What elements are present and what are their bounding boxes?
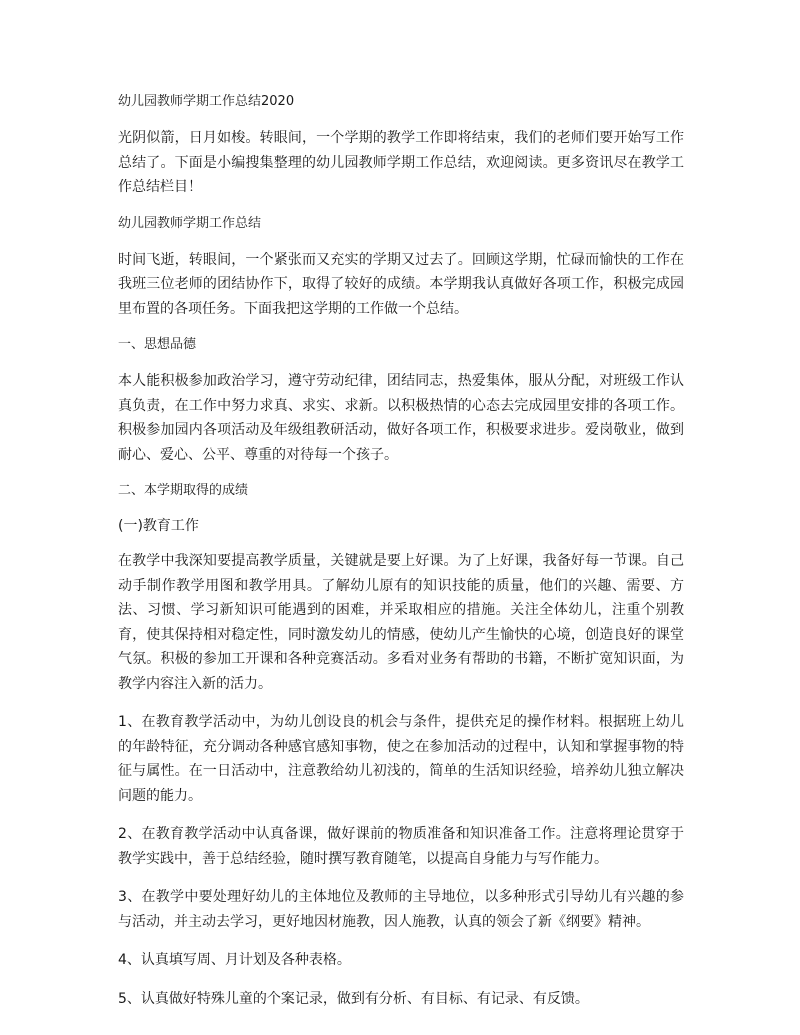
opening-paragraph: 时间飞逝，转眼间，一个紧张而又充实的学期又过去了。回顾这学期，忙碌而愉快的工作在我班三位老师的团结协作下，取得了较好的成绩。本学期我认真做好各项工作，积极完成园里布置的各项任务。下面我把这学期的工作做一个总结。 — [118, 251, 684, 317]
list-item: 4、认真填写周、月计划及各种表格。 — [118, 952, 351, 968]
intro-paragraph: 光阴似箭，日月如梭。转眼间，一个学期的教学工作即将结束，我们的老师们要开始写工作总结了。下面是小编搜集整理的幼儿园教师学期工作总结，欢迎阅读。更多资讯尽在教学工作总结栏目！ — [118, 130, 684, 195]
section-heading-ideology: 一、思想品德 — [118, 337, 197, 352]
list-item: 2、在教育教学活动中认真备课，做好课前的物质准备和知识准备工作。注意将理论贯穿于教学实践中，善于总结经验，随时撰写教育随笔，以提高自身能力与写作能力。 — [118, 826, 684, 867]
section-heading-achievements: 二、本学期取得的成绩 — [118, 483, 249, 498]
ideology-paragraph: 本人能积极参加政治学习，遵守劳动纪律，团结同志，热爱集体，服从分配，对班级工作认真负责，在工作中努力求真、求实、求新。以积极热情的心态去完成园里安排的各项工作。积极参加园内各项活动及年级组教研活动，做好各项工作，积极要求进步。爱岗敬业，做到耐心、爱心、公平、尊重的对待每一个孩子。 — [118, 373, 684, 463]
document-page — [118, 92, 684, 1025]
document-title: 幼儿园教师学期工作总结2020 — [118, 94, 295, 109]
education-paragraph: 在教学中我深知要提高教学质量，关键就是要上好课。为了上好课，我备好每一节课。自己动手制作教学用图和教学用具。了解幼儿原有的知识技能的质量，他们的兴趣、需要、方法、习惯、学习新知识可能遇到的困难，并采取相应的措施。关注全体幼儿，注重个别教育，使其保持相对稳定性，同时激发幼儿的情感，使幼儿产生愉快的心境，创造良好的课堂气氛。积极的参加工开课和各种竞赛活动。多看对业务有帮助的书籍，不断扩宽知识面，为教学内容注入新的活力。 — [118, 553, 684, 692]
subsection-heading-education: (一)教育工作 — [118, 518, 199, 534]
list-item: 1、在教育教学活动中，为幼儿创设良的机会与条件，提供充足的操作材料。根据班上幼儿的年龄特征，充分调动各种感官感知事物，使之在参加活动的过程中，认知和掌握事物的特征与属性。在一日活动中，注意教给幼儿初浅的，简单的生活知识经验，培养幼儿独立解决问题的能力。 — [118, 714, 684, 804]
document-subtitle: 幼儿园教师学期工作总结 — [118, 215, 262, 231]
list-item: 5、认真做好特殊儿童的个案记录，做到有分析、有目标、有记录、有反馈。 — [118, 990, 589, 1007]
list-item: 3、在教学中要处理好幼儿的主体地位及教师的主导地位，以多种形式引导幼儿有兴趣的参与活动，并主动去学习，更好地因材施教，因人施教，认真的领会了新《纲要》精神。 — [118, 889, 684, 930]
